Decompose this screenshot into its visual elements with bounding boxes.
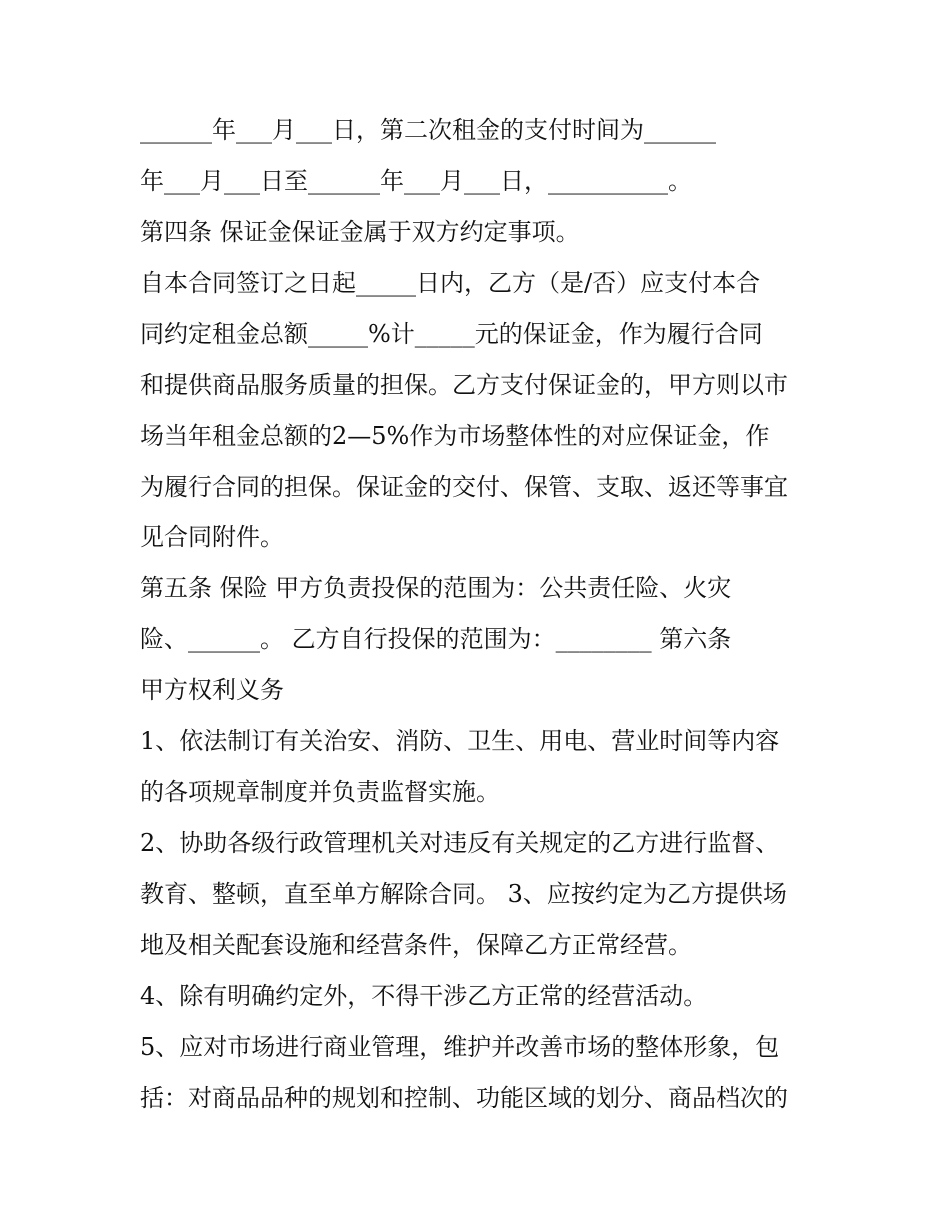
text-line: 4、除有明确约定外，不得干涉乙方正常的经营活动。: [140, 982, 708, 1010]
text-line: 同约定租金总额_____%计_____元的保证金，作为履行合同: [140, 320, 763, 348]
text-line: 为履行合同的担保。保证金的交付、保管、支取、返还等事宜: [140, 473, 788, 501]
text-line: 场当年租金总额的2—5%作为市场整体性的对应保证金，作: [140, 422, 770, 450]
text-line: 的各项规章制度并负责监督实施。: [140, 778, 500, 806]
text-line: 5、应对市场进行商业管理，维护并改善市场的整体形象，包: [140, 1033, 780, 1061]
text-line: 第四条 保证金保证金属于双方约定事项。: [140, 218, 580, 246]
text-line: 见合同附件。: [140, 523, 284, 551]
text-line: 地及相关配套设施和经营条件，保障乙方正常经营。: [140, 931, 692, 959]
text-line: 第五条 保险 甲方负责投保的范围为：公共责任险、火灾: [140, 574, 732, 602]
text-line: 年___月___日至______年___月___日，__________。: [140, 167, 692, 195]
text-line: 括：对商品品种的规划和控制、功能区域的划分、商品档次的: [140, 1084, 788, 1112]
text-line: 甲方权利义务: [140, 676, 284, 704]
text-line: 险、______。 乙方自行投保的范围为：________ 第六条: [140, 625, 732, 653]
text-line: 和提供商品服务质量的担保。乙方支付保证金的，甲方则以市: [140, 371, 788, 399]
text-line: 1、依法制订有关治安、消防、卫生、用电、营业时间等内容: [140, 727, 780, 755]
text-line: 2、协助各级行政管理机关对违反有关规定的乙方进行监督、: [140, 829, 780, 857]
text-line: 自本合同签订之日起_____日内，乙方（是/否）应支付本合: [140, 269, 761, 297]
text-line: 教育、整顿，直至单方解除合同。 3、应按约定为乙方提供场: [140, 880, 787, 908]
text-line: ______年___月___日，第二次租金的支付时间为______: [140, 116, 716, 144]
